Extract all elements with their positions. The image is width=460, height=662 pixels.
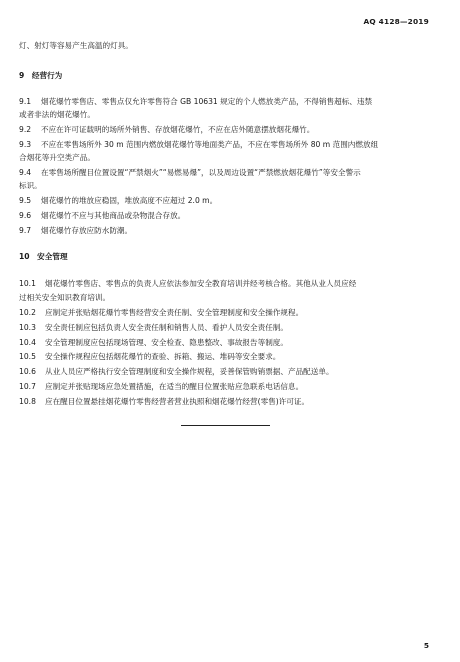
clause-9-4	[19, 168, 361, 178]
clause-text: 不应在零售场所外 30 m 范围内燃放烟花爆竹等地面类产品，不应在零售场所外 80 m 范围内燃放组	[41, 140, 379, 149]
clause-text: 从业人员应严格执行安全管理制度和安全操作规程，妥善保管购销票据、产品配送单。	[45, 367, 334, 376]
clause-text: 安全管理制度应包括现场管理、安全检查、隐患整改、事故报告等制度。	[45, 338, 288, 347]
section-10-heading: 10 安全管理	[19, 252, 68, 261]
clause-text: 烟花爆竹存放应防水防潮。	[41, 226, 133, 235]
clause-10-5	[19, 352, 280, 362]
clause-10-2	[19, 308, 303, 318]
clause-10-3	[19, 323, 288, 333]
clause-10-8	[19, 397, 309, 407]
clause-number: 9.2	[19, 125, 32, 134]
clause-10-1	[19, 279, 356, 289]
clause-text: 烟花爆竹零售店、零售点仅允许零售符合 GB 10631 规定的个人燃放类产品，不得销售超标、违禁	[41, 97, 373, 106]
clause-number: 10.1	[19, 279, 36, 288]
clause-10-4	[19, 338, 288, 348]
clause-number: 10.8	[19, 397, 36, 406]
section-9-heading: 9 经营行为	[19, 71, 63, 80]
standard-code: AQ 4128—2019	[363, 17, 429, 26]
clause-9-2	[19, 125, 314, 135]
page-number: 5	[423, 641, 429, 650]
clause-9-3	[19, 140, 378, 150]
clause-number: 9.6	[19, 211, 32, 220]
clause-10-6	[19, 367, 334, 377]
clause-text: 应制定并张贴现场应急处置措施，在适当的醒目位置张贴应急联系电话信息。	[45, 382, 304, 391]
clause-text: 安全操作规程应包括烟花爆竹的查验、拆箱、搬运、堆码等安全要求。	[45, 352, 281, 361]
end-rule	[181, 425, 270, 426]
clause-number: 9.1	[19, 97, 32, 106]
clause-9-1	[19, 97, 372, 107]
clause-9-6	[19, 211, 185, 221]
clause-9-3-cont: 合烟花等升空类产品。	[19, 153, 95, 162]
clause-text: 烟花爆竹的堆放应稳固，堆放高度不应超过 2.0 m。	[41, 196, 218, 205]
clause-text: 安全责任制应包括负责人安全责任制和销售人员、看护人员安全责任制。	[45, 323, 288, 332]
clause-text: 烟花爆竹不应与其他商品或杂物混合存放。	[41, 211, 186, 220]
clause-text: 应制定并张贴烟花爆竹零售经营安全责任制、安全管理制度和安全操作规程。	[45, 308, 304, 317]
clause-text: 在零售场所醒目位置设置“严禁烟火”“易燃易爆”，以及周边设置“严禁燃放烟花爆竹”等安全警示	[41, 168, 361, 177]
clause-9-5	[19, 196, 217, 206]
clause-number: 10.6	[19, 367, 36, 376]
clause-number: 9.5	[19, 196, 32, 205]
clause-text: 不应在许可证载明的场所外销售、存放烟花爆竹，不应在店外随意摆放烟花爆竹。	[41, 125, 315, 134]
clause-number: 10.7	[19, 382, 36, 391]
clause-10-7	[19, 382, 303, 392]
clause-number: 10.4	[19, 338, 36, 347]
clause-number: 10.2	[19, 308, 36, 317]
clause-text: 烟花爆竹零售店、零售点的负责人应依法参加安全教育培训并经考核合格。其他从业人员应经	[45, 279, 357, 288]
clause-number: 9.3	[19, 140, 32, 149]
clause-text: 应在醒目位置悬挂烟花爆竹零售经营者营业执照和烟花爆竹经营(零售)许可证。	[45, 397, 310, 406]
intro-line: 灯、射灯等容易产生高温的灯具。	[19, 41, 133, 50]
clause-number: 10.5	[19, 352, 36, 361]
clause-number: 10.3	[19, 323, 36, 332]
clause-9-7	[19, 226, 132, 236]
clause-number: 9.7	[19, 226, 32, 235]
clause-9-1-cont: 或者非法的烟花爆竹。	[19, 110, 95, 119]
clause-9-4-cont: 标识。	[19, 181, 42, 190]
clause-10-1-cont: 过相关安全知识教育培训。	[19, 293, 111, 302]
clause-number: 9.4	[19, 168, 32, 177]
